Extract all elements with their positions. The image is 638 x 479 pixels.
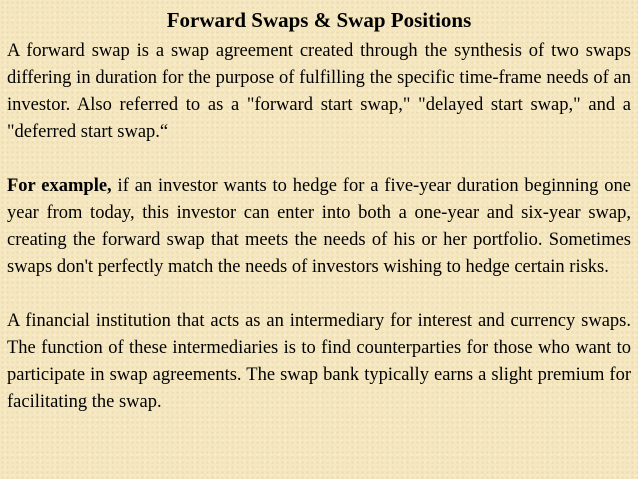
paragraph-example	[7, 173, 631, 281]
example-body: if an investor wants to hedge for a five-year duration beginning one year from today, this investor can enter into both a one-year and six-year swap, creating the forward swap that meets the needs of his or her portfolio. Sometimes swaps don't perfectly match the needs of investors wishing to hedge certain risks.	[7, 176, 631, 277]
example-lead: For example,	[7, 176, 112, 196]
paragraph-swap-bank: A financial institution that acts as an intermediary for interest and currency swaps. The function of these intermediaries is to find counterparties for those who want to participate in swap agreements. The swap bank typically earns a slight premium for facilitating the swap.	[7, 311, 631, 412]
paragraph-forward-swap-definition: A forward swap is a swap agreement created through the synthesis of two swaps differing in duration for the purpose of fulfilling the specific time-frame needs of an investor. Also referred to as a "forward start swap," "delayed start swap," and a "deferred start swap.“	[7, 41, 631, 142]
slide-title: Forward Swaps & Swap Positions	[166, 8, 472, 32]
